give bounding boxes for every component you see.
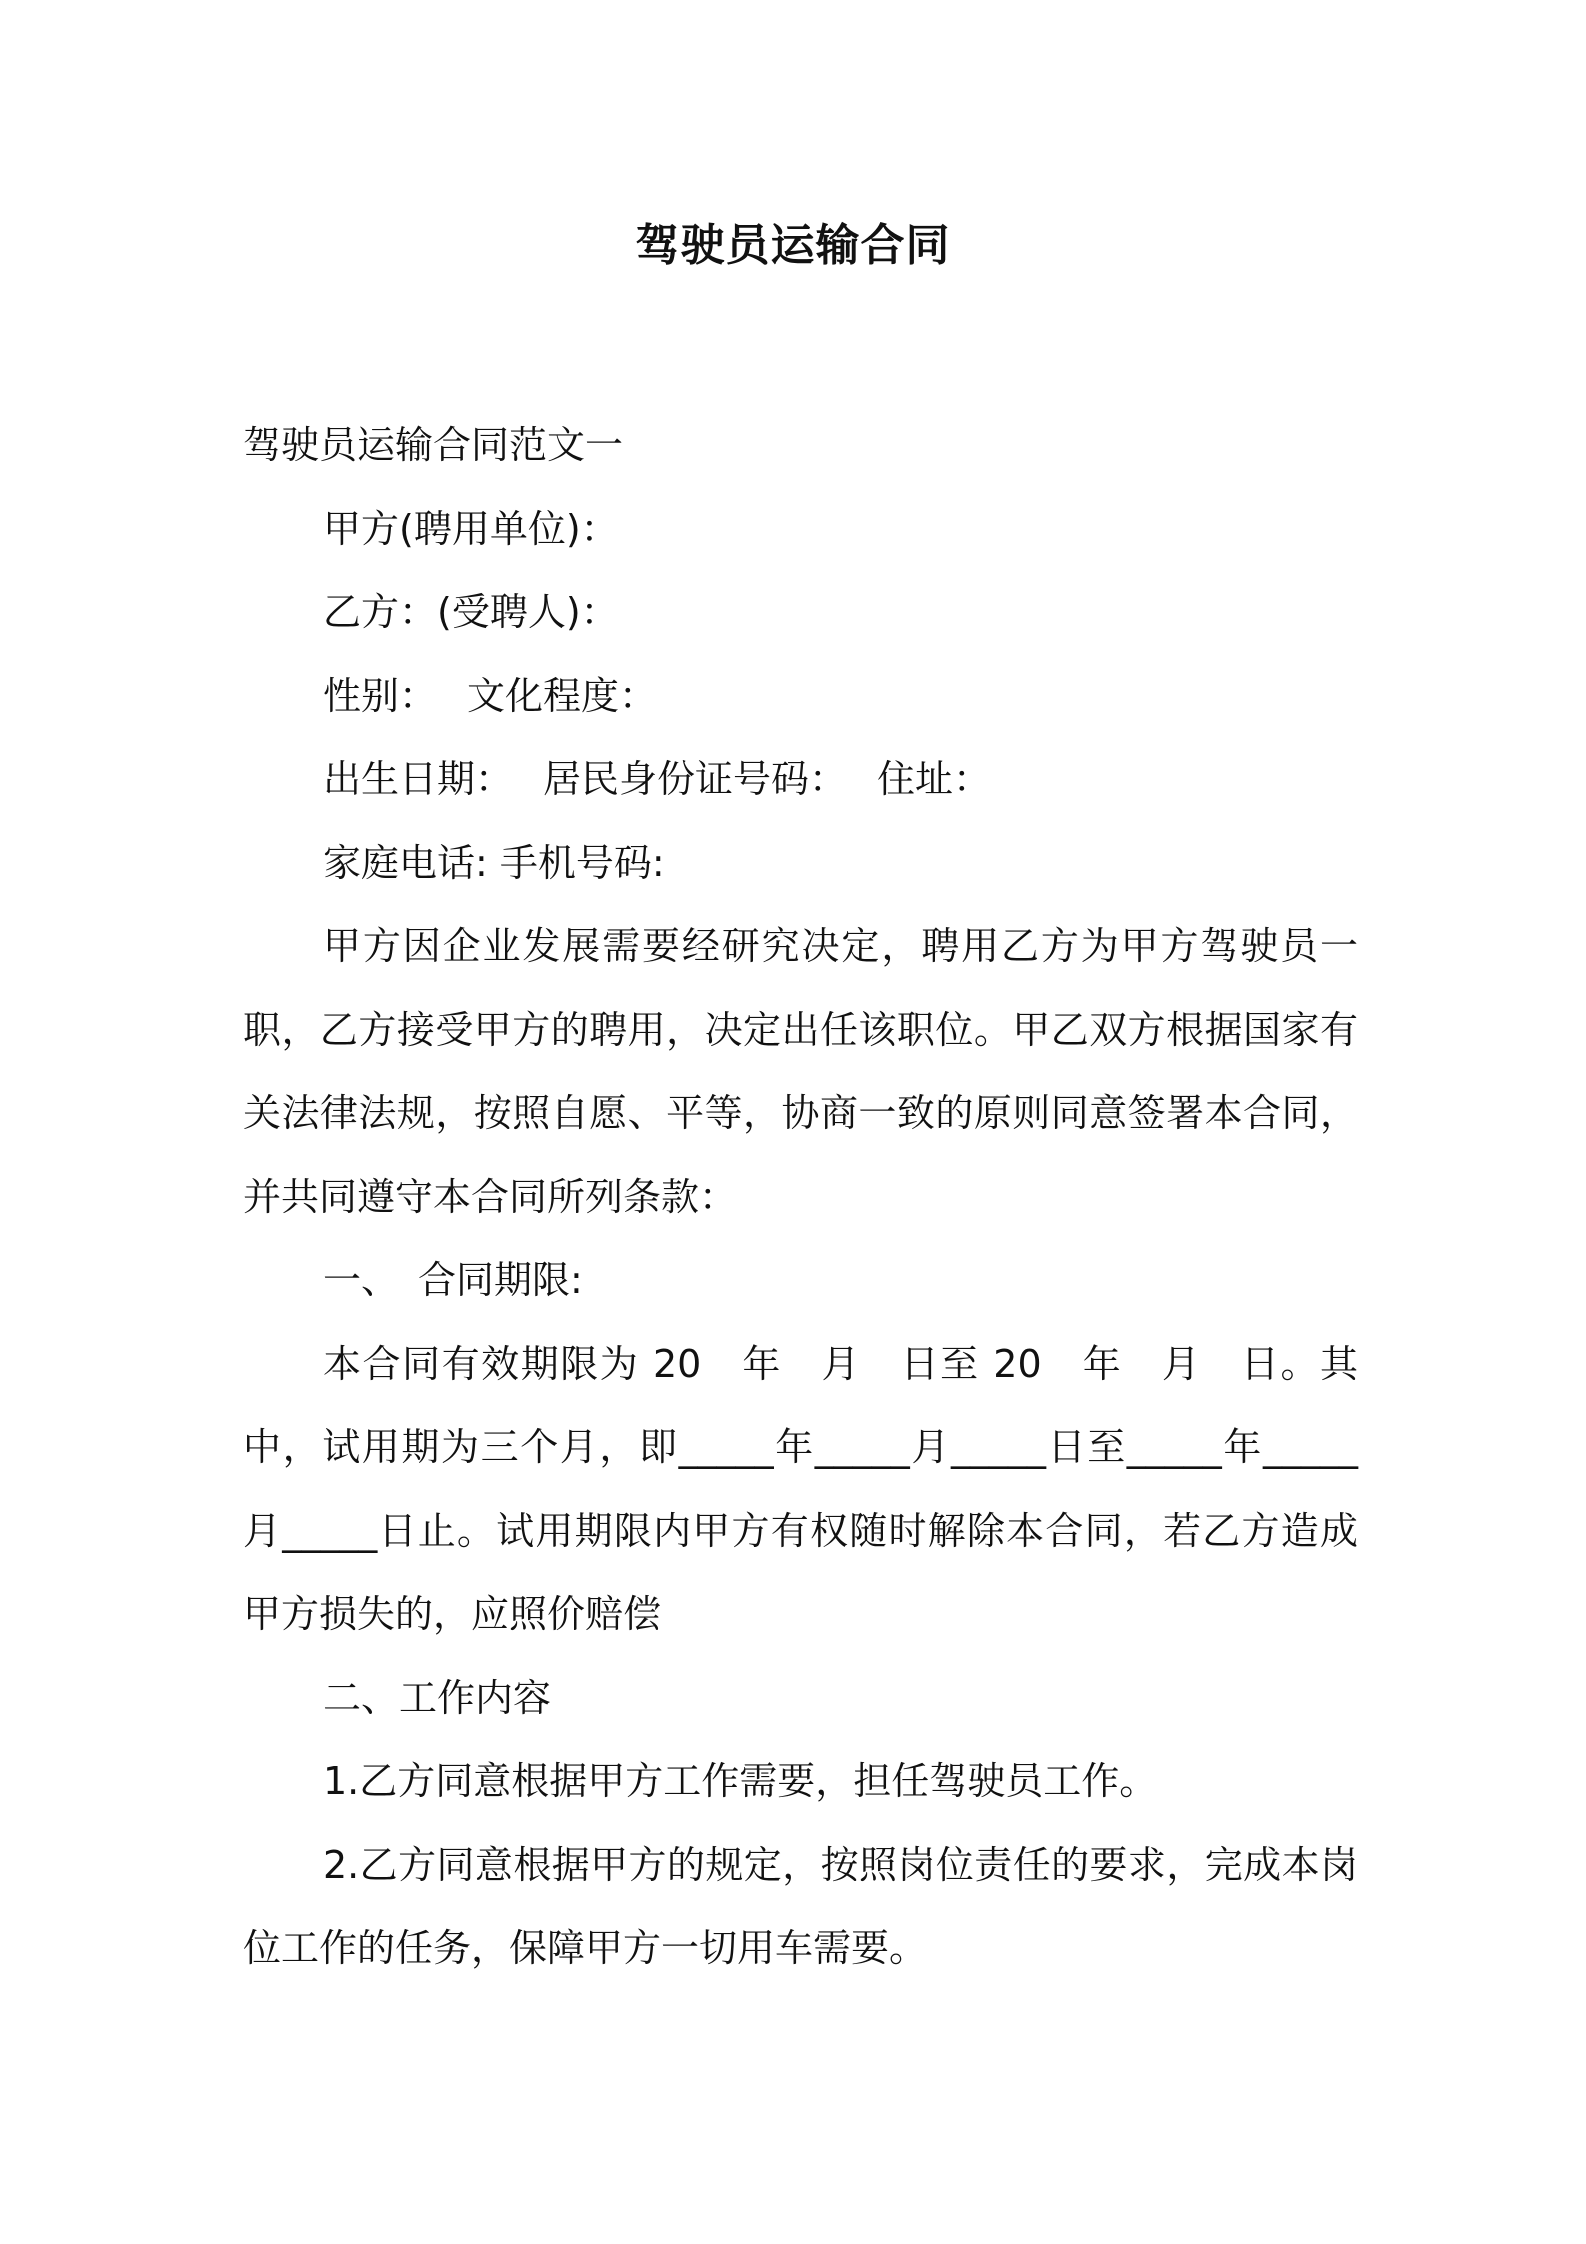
address-label: 住址： [877,757,992,801]
mobile-label: 手机号码: [499,840,665,885]
contract-body [243,404,1358,1991]
education-label: 文化程度： [467,673,658,718]
section-1-heading: 一、 合同期限: [323,1258,583,1302]
id-number-label: 居民身份证号码： [543,757,848,801]
birth-id-address-line [243,738,1358,822]
gender-education-line [243,655,1358,739]
phone-line [243,822,1358,906]
section-2-item-2: 2.乙方同意根据甲方的规定，按照岗位责任的要求，完成本岗位工作的任务，保障甲方一切用车需要。 [243,1842,1358,1970]
section-2-item-1: 1.乙方同意根据甲方工作需要，担任驾驶员工作。 [323,1759,1158,1803]
birth-date-label: 出生日期： [323,757,514,801]
party-b-line: 乙方：(受聘人)： [323,590,619,634]
intro-paragraph: 甲方因企业发展需要经研究决定，聘用乙方为甲方驾驶员一职，乙方接受甲方的聘用，决定出任该职位。甲乙双方根据国家有关法律法规，按照自愿、平等，协商一致的原则同意签署本合同，并共同遵守本合同所列条款： [243,924,1358,1219]
home-phone-label: 家庭电话: [323,840,488,885]
section-2-heading: 二、工作内容 [323,1675,552,1720]
gender-label: 性别： [323,673,438,718]
document-subtitle: 驾驶员运输合同范文一 [243,423,624,467]
party-a-line: 甲方(聘用单位)： [323,506,619,551]
document-title: 驾驶员运输合同 [635,220,951,271]
section-1-paragraph: 本合同有效期限为 20 年 月 日至 20 年 月 日。其中，试用期为三个月，即_____年_____月_____日至_____年_____月_____日止。试用期限内甲方有权随时解除本合同，若乙方造成甲方损失的，应照价赔偿 [243,1341,1358,1636]
